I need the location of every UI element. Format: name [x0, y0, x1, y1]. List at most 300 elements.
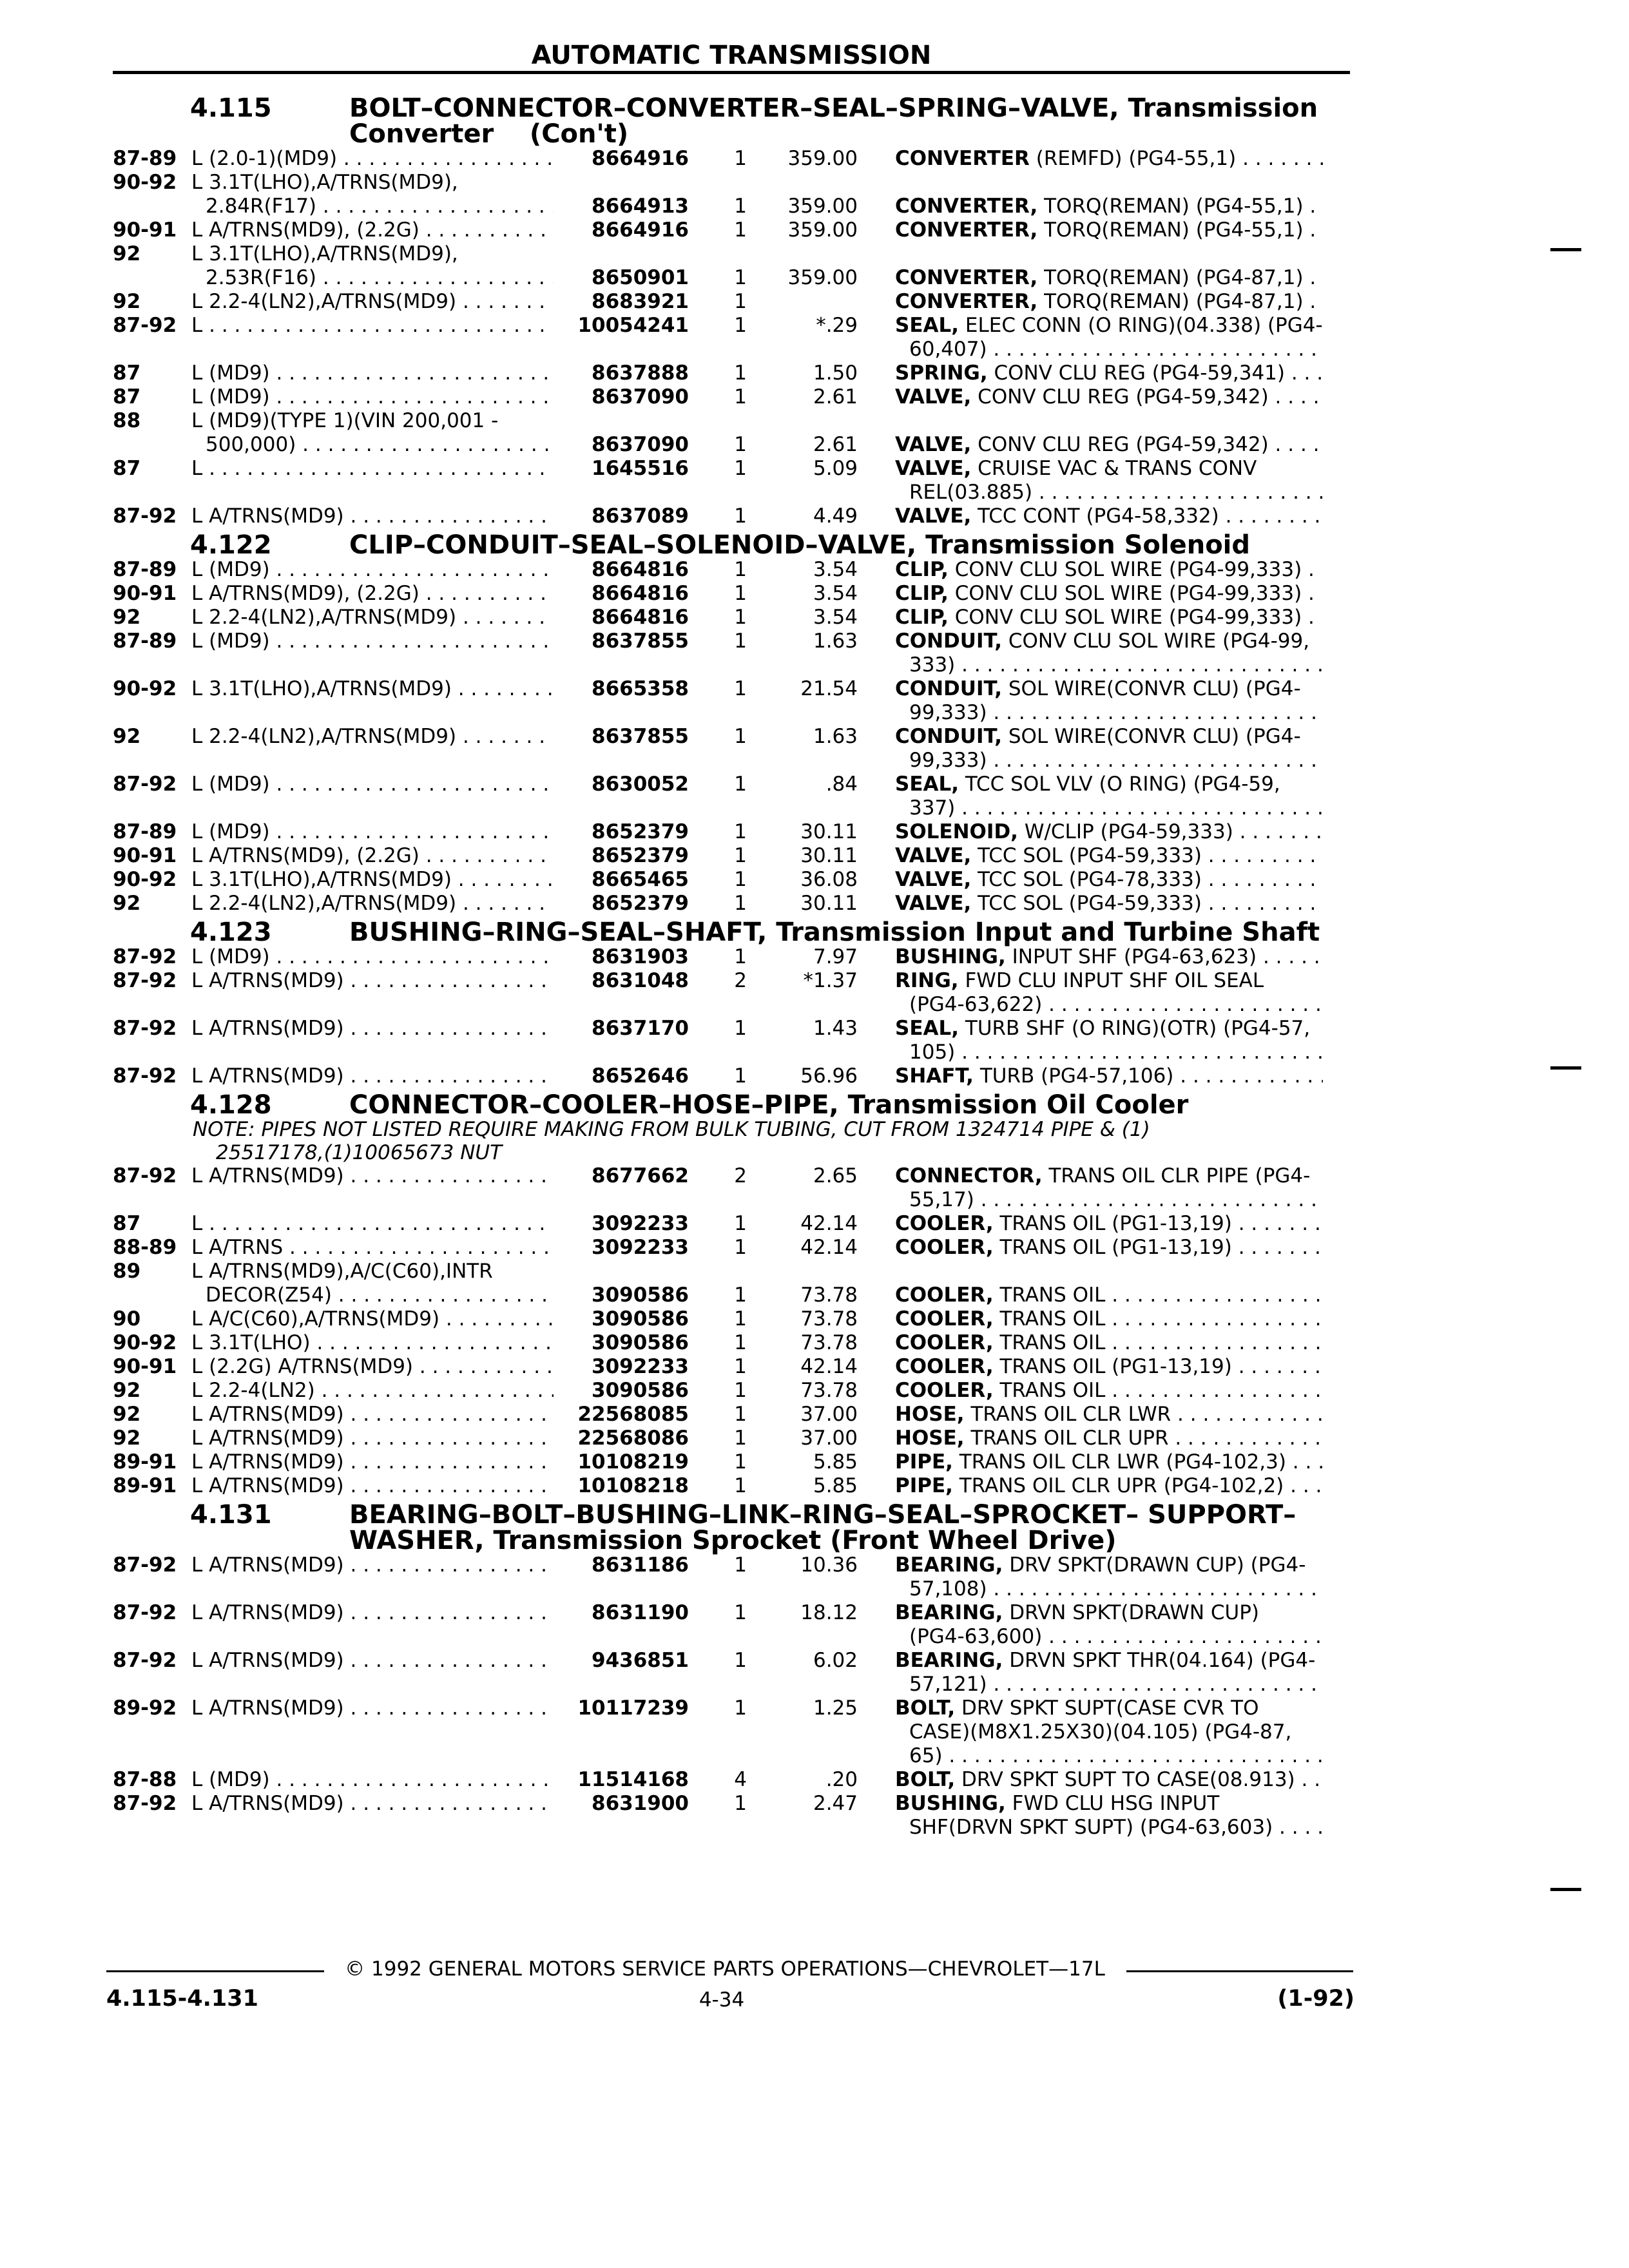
part-number: 8664816 [592, 582, 689, 605]
model-years: 87 [113, 457, 141, 480]
part-number: 1645516 [592, 457, 689, 480]
part-name-text: CONV CLU SOL WIRE (PG4-99,333) [954, 606, 1302, 629]
part-number: 8650901 [592, 266, 689, 289]
name-line [895, 1553, 1323, 1577]
part-number: 8652646 [592, 1064, 689, 1088]
desc-line: L A/TRNS(MD9) . . . [191, 1164, 554, 1188]
part-number: 8665465 [592, 868, 689, 891]
part-name-text: CONV CLU REG (PG4-59,342) [978, 433, 1269, 456]
part-number: 8652379 [592, 892, 689, 915]
part-name-text: DRV SPKT(DRAWN CUP) (PG4- [1009, 1553, 1306, 1577]
part-row [113, 1212, 1350, 1236]
note-line: 25517178,(1)10065673 NUT [216, 1141, 503, 1164]
quantity: 1 [734, 629, 747, 653]
name-line [895, 653, 1323, 677]
name-line [895, 290, 1323, 314]
price: 30.11 [800, 844, 858, 867]
model-years: 89-92 [113, 1696, 177, 1720]
part-name-text: CONV CLU SOL WIRE (PG4-99, [1008, 629, 1310, 653]
part-name-text: CONV CLU REG (PG4-59,341) [994, 361, 1285, 385]
name-line [895, 582, 1323, 606]
part-name [858, 385, 1323, 409]
part-name-keyword: BOLT, [895, 1696, 956, 1720]
price: 1.63 [813, 725, 858, 748]
part-number: 8637090 [592, 385, 689, 408]
application-desc [191, 945, 554, 969]
model-years: 88-89 [113, 1236, 177, 1259]
model-years: 89-91 [113, 1474, 177, 1497]
part-row [113, 677, 1350, 725]
price: 1.25 [813, 1696, 858, 1720]
part-row [113, 844, 1350, 868]
part-name-text: INPUT SHF (PG4-63,623) [1012, 945, 1257, 968]
part-row [113, 1064, 1350, 1088]
desc-line: L A/TRNS(MD9) . . . [191, 969, 554, 993]
name-line [895, 147, 1323, 171]
part-number: 8652379 [592, 820, 689, 843]
part-number: 9436851 [592, 1649, 689, 1672]
part-name-text: TRANS OIL CLR LWR [970, 1403, 1171, 1426]
part-number: 8631186 [592, 1553, 689, 1577]
name-line [895, 1768, 1323, 1792]
quantity: 1 [734, 195, 747, 218]
section-title-block [349, 1502, 1348, 1553]
price: 3.54 [813, 582, 858, 605]
part-name-keyword: SEAL, [895, 1017, 959, 1040]
price: 37.00 [800, 1427, 858, 1450]
part-number: 8665358 [592, 677, 689, 700]
part-row [113, 606, 1350, 629]
quantity: 1 [734, 1696, 747, 1720]
name-line [895, 385, 1323, 409]
name-line [895, 1427, 1323, 1450]
price: 73.78 [800, 1379, 858, 1402]
application-desc [191, 629, 554, 677]
part-row [113, 361, 1350, 385]
part-row [113, 1164, 1350, 1212]
part-name-text: DRVN SPKT(DRAWN CUP) [1009, 1601, 1260, 1624]
part-number: 3090586 [592, 1307, 689, 1331]
application-desc [191, 969, 554, 1017]
part-name-text: TORQ(REMAN) (PG4-55,1) [1044, 195, 1304, 218]
part-name-text: 105) [909, 1041, 956, 1064]
name-line [895, 361, 1323, 385]
desc-line: L 2.2-4(LN2),A/TRNS(MD9) . . . [191, 892, 554, 916]
name-line [895, 1792, 1323, 1816]
application-desc [191, 171, 554, 218]
model-years: 92 [113, 725, 141, 748]
price: 359.00 [787, 195, 858, 218]
application-desc [191, 558, 554, 582]
desc-line: 500,000) . . . [191, 433, 554, 457]
part-row [113, 290, 1350, 314]
part-number: 10108218 [577, 1474, 689, 1497]
section-number: 4.122 [190, 530, 272, 560]
part-name [858, 1307, 1323, 1331]
name-line [895, 1064, 1323, 1088]
part-name [858, 505, 1323, 528]
model-years: 92 [113, 290, 141, 313]
price: 30.11 [800, 820, 858, 843]
desc-line: L (2.0-1)(MD9) . . . [191, 147, 554, 171]
price: 10.36 [800, 1553, 858, 1577]
desc-line: L . . . [191, 314, 554, 338]
model-years: 90-91 [113, 582, 177, 605]
part-row [113, 1236, 1350, 1260]
quantity: 1 [734, 1017, 747, 1040]
footer-page-number: 4-34 [699, 1988, 745, 2012]
part-name [858, 1601, 1323, 1649]
part-row [113, 725, 1350, 773]
part-name-keyword: VALVE, [895, 457, 972, 480]
footer-copyright: © 1992 GENERAL MOTORS SERVICE PARTS OPERATIONS—CHEVROLET—17L [345, 1957, 1105, 1981]
part-name [858, 606, 1323, 629]
part-name-text: (REMFD) (PG4-55,1) [1036, 147, 1237, 170]
application-desc [191, 1553, 554, 1601]
name-line [895, 1649, 1323, 1673]
application-desc [191, 582, 554, 606]
model-years: 90-92 [113, 171, 177, 194]
desc-line: L (MD9) . . . [191, 558, 554, 582]
section-heading [113, 1502, 1350, 1553]
name-line [895, 1577, 1323, 1601]
application-desc [191, 1236, 554, 1260]
part-name-keyword: VALVE, [895, 868, 972, 891]
application-desc [191, 1403, 554, 1427]
price: 42.14 [800, 1236, 858, 1259]
margin-mark [1550, 248, 1581, 251]
model-years: 87-89 [113, 147, 177, 170]
part-name-keyword: RING, [895, 969, 959, 992]
part-name-text: TRANS OIL CLR UPR [970, 1427, 1169, 1450]
price: 56.96 [800, 1064, 858, 1088]
price: *.29 [816, 314, 858, 337]
quantity: 1 [734, 820, 747, 843]
quantity: 1 [734, 314, 747, 337]
price: 2.61 [813, 433, 858, 456]
part-name [858, 1553, 1323, 1601]
part-number: 10054241 [577, 314, 689, 337]
part-name [858, 1474, 1323, 1498]
model-years: 88 [113, 409, 141, 432]
price: 73.78 [800, 1307, 858, 1331]
part-name [858, 1212, 1323, 1236]
part-row [113, 1474, 1350, 1498]
part-name-keyword: PIPE, [895, 1450, 953, 1474]
part-number: 8631048 [592, 969, 689, 992]
quantity: 1 [734, 1283, 747, 1307]
part-name [858, 171, 1323, 218]
part-number: 22568085 [577, 1403, 689, 1426]
model-years: 87-92 [113, 1601, 177, 1624]
name-line [895, 505, 1323, 528]
part-name-keyword: VALVE, [895, 505, 972, 528]
section-title-block [349, 95, 1348, 147]
part-row [113, 820, 1350, 844]
desc-line: L 2.2-4(LN2),A/TRNS(MD9) . . . [191, 725, 554, 749]
part-name-text: TRANS OIL (PG1-13,19) [999, 1236, 1232, 1259]
desc-line: L A/TRNS(MD9) . . . [191, 1553, 554, 1577]
section-title-note: (Con't) [529, 119, 629, 149]
model-years: 87-89 [113, 629, 177, 653]
part-name [858, 1379, 1323, 1403]
part-name [858, 1696, 1323, 1768]
part-name-text: TURB SHF (O RING)(OTR) (PG4-57, [965, 1017, 1311, 1040]
section-number: 4.131 [190, 1500, 272, 1530]
part-row [113, 1792, 1350, 1840]
part-name [858, 1064, 1323, 1088]
model-years: 90-91 [113, 218, 177, 242]
part-row [113, 868, 1350, 892]
model-years: 90-91 [113, 1355, 177, 1378]
section-title-rest: Transmission Converter [349, 93, 1318, 149]
section-title-block [349, 919, 1348, 945]
quantity: 1 [734, 773, 747, 796]
desc-line: L 2.2-4(LN2) . . . [191, 1379, 554, 1403]
desc-line: L 3.1T(LHO),A/TRNS(MD9) . . . [191, 868, 554, 892]
part-name [858, 457, 1323, 505]
part-name-text: TRANS OIL CLR PIPE (PG4- [1048, 1164, 1311, 1187]
part-name-text: TCC CONT (PG4-58,332) [978, 505, 1219, 528]
model-years: 87-92 [113, 969, 177, 992]
quantity: 1 [734, 844, 747, 867]
quantity: 1 [734, 582, 747, 605]
desc-line: L A/TRNS(MD9) . . . [191, 1696, 554, 1720]
part-name-keyword: CLIP, [895, 558, 949, 581]
part-name-text: CONV CLU REG (PG4-59,342) [978, 385, 1269, 408]
price: 3.54 [813, 558, 858, 581]
part-name-keyword: SEAL, [895, 773, 959, 796]
desc-line: L (MD9) . . . [191, 629, 554, 653]
name-line [895, 457, 1323, 481]
section-heading [113, 532, 1350, 558]
part-number: 8664816 [592, 606, 689, 629]
price: 37.00 [800, 1403, 858, 1426]
quantity: 1 [734, 505, 747, 528]
part-name [858, 1792, 1323, 1840]
model-years: 92 [113, 892, 141, 915]
model-years: 87-92 [113, 1064, 177, 1088]
quantity: 1 [734, 361, 747, 385]
quantity: 1 [734, 385, 747, 408]
section-title: BEARING–BOLT–BUSHING–LINK–RING–SEAL–SPROCKET– [349, 1500, 1139, 1530]
desc-line: L A/TRNS(MD9) . . . [191, 1403, 554, 1427]
part-number: 8637089 [592, 505, 689, 528]
application-desc [191, 1696, 554, 1768]
application-desc [191, 1212, 554, 1236]
part-number: 8637855 [592, 725, 689, 748]
note-line: NOTE: PIPES NOT LISTED REQUIRE MAKING FROM BULK TUBING, CUT FROM 1324714 PIPE & (1) [193, 1118, 1150, 1141]
part-number: 10108219 [577, 1450, 689, 1474]
model-years: 92 [113, 1427, 141, 1450]
application-desc [191, 773, 554, 820]
part-name-keyword: BUSHING, [895, 945, 1006, 968]
application-desc [191, 361, 554, 385]
name-line [895, 1744, 1323, 1768]
model-years: 87-92 [113, 1649, 177, 1672]
quantity: 1 [734, 892, 747, 915]
part-row [113, 1427, 1350, 1450]
part-name-keyword: COOLER, [895, 1307, 994, 1331]
desc-line: L A/TRNS . . . [191, 1236, 554, 1260]
quantity: 1 [734, 1403, 747, 1426]
price: 73.78 [800, 1283, 858, 1307]
part-name-text: (PG4-63,622) [909, 993, 1043, 1016]
part-name-text: FWD CLU INPUT SHF OIL SEAL [965, 969, 1264, 992]
part-name [858, 1403, 1323, 1427]
part-name-keyword: COOLER, [895, 1379, 994, 1402]
part-name-keyword: BEARING, [895, 1553, 1003, 1577]
name-line [895, 266, 1323, 290]
quantity: 1 [734, 606, 747, 629]
name-line [895, 1601, 1323, 1625]
name-line [895, 892, 1323, 916]
name-line [895, 629, 1323, 653]
section-heading [113, 1092, 1350, 1118]
model-years: 92 [113, 1379, 141, 1402]
model-years: 87-89 [113, 820, 177, 843]
part-row [113, 945, 1350, 969]
part-name-text: REL(03.885) [909, 481, 1033, 504]
part-name [858, 558, 1323, 582]
name-line [895, 969, 1323, 993]
price: 73.78 [800, 1331, 858, 1354]
part-row [113, 218, 1350, 242]
part-name-text: TRANS OIL CLR LWR (PG4-102,3) [959, 1450, 1286, 1474]
part-row [113, 385, 1350, 409]
part-name [858, 1427, 1323, 1450]
name-line [895, 314, 1323, 338]
part-row [113, 773, 1350, 820]
part-name [858, 242, 1323, 290]
part-row [113, 171, 1350, 218]
name-line [895, 1307, 1323, 1331]
part-number: 22568086 [577, 1427, 689, 1450]
application-desc [191, 409, 554, 457]
part-name-text: 57,121) [909, 1673, 987, 1696]
part-name-text: CASE)(M8X1.25X30)(04.105) (PG4-87, [909, 1720, 1292, 1744]
part-name-text: TORQ(REMAN) (PG4-87,1) [1044, 290, 1304, 313]
quantity: 1 [734, 1379, 747, 1402]
part-number: 8637888 [592, 361, 689, 385]
application-desc [191, 290, 554, 314]
quantity: 1 [734, 1553, 747, 1577]
part-name [858, 868, 1323, 892]
quantity: 1 [734, 1355, 747, 1378]
header-rule [113, 71, 1350, 74]
name-line [895, 993, 1323, 1017]
model-years: 92 [113, 606, 141, 629]
price: 21.54 [800, 677, 858, 700]
model-years: 90-92 [113, 677, 177, 700]
part-name [858, 677, 1323, 725]
desc-line: L 3.1T(LHO),A/TRNS(MD9), [191, 242, 458, 265]
price: 30.11 [800, 892, 858, 915]
name-line [895, 606, 1323, 629]
price: 7.97 [813, 945, 858, 968]
application-desc [191, 1064, 554, 1088]
part-name [858, 725, 1323, 773]
part-name [858, 945, 1323, 969]
desc-line: L (MD9)(TYPE 1)(VIN 200,001 - [191, 409, 499, 432]
application-desc [191, 820, 554, 844]
part-row [113, 1696, 1350, 1768]
name-line [895, 725, 1323, 749]
desc-line: L A/TRNS(MD9) . . . [191, 1064, 554, 1088]
model-years: 87 [113, 1212, 141, 1235]
part-row [113, 629, 1350, 677]
model-years: 89-91 [113, 1450, 177, 1474]
quantity: 1 [734, 1331, 747, 1354]
application-desc [191, 725, 554, 773]
application-desc [191, 505, 554, 528]
part-name-text: TCC SOL (PG4-78,333) [978, 868, 1202, 891]
quantity: 1 [734, 868, 747, 891]
name-line [895, 773, 1323, 796]
name-line [895, 868, 1323, 892]
quantity: 1 [734, 147, 747, 170]
name-line [895, 481, 1323, 505]
application-desc [191, 1601, 554, 1649]
part-name-keyword: COOLER, [895, 1355, 994, 1378]
price: .20 [825, 1768, 858, 1791]
quantity: 1 [734, 218, 747, 242]
application-desc [191, 1307, 554, 1331]
application-desc [191, 892, 554, 916]
desc-line: L (2.2G) A/TRNS(MD9) . . . [191, 1355, 554, 1379]
desc-line: L A/TRNS(MD9) . . . [191, 1017, 554, 1041]
part-number: 3090586 [592, 1283, 689, 1307]
price: 5.85 [813, 1474, 858, 1497]
model-years: 92 [113, 242, 141, 265]
name-line [895, 1188, 1323, 1212]
part-name [858, 582, 1323, 606]
application-desc [191, 1379, 554, 1403]
part-row [113, 558, 1350, 582]
name-line [895, 1041, 1323, 1064]
part-number: 8664913 [592, 195, 689, 218]
name-line [895, 1816, 1323, 1840]
part-name-keyword: COOLER, [895, 1212, 994, 1235]
part-name-text: TORQ(REMAN) (PG4-87,1) [1044, 266, 1304, 289]
section-title-rest: SUPPORT–WASHER, Transmission Sprocket (Front Wheel Drive) [349, 1500, 1296, 1555]
desc-line: L A/TRNS(MD9), (2.2G) . . . [191, 844, 554, 868]
part-name [858, 147, 1323, 171]
part-name-keyword: BOLT, [895, 1768, 956, 1791]
desc-line: L A/TRNS(MD9) . . . [191, 1649, 554, 1673]
part-number: 8631900 [592, 1792, 689, 1815]
part-name-text: FWD CLU HSG INPUT [1012, 1792, 1220, 1815]
part-name [858, 629, 1323, 677]
quantity: 1 [734, 945, 747, 968]
desc-line: L (MD9) . . . [191, 1768, 554, 1792]
part-name-text: TORQ(REMAN) (PG4-55,1) [1044, 218, 1304, 242]
part-name-keyword: VALVE, [895, 844, 972, 867]
part-name-text: DRV SPKT SUPT TO CASE(08.913) [961, 1768, 1295, 1791]
part-row [113, 1307, 1350, 1331]
model-years: 87-92 [113, 1792, 177, 1815]
price: 2.47 [813, 1792, 858, 1815]
name-line [895, 1673, 1323, 1696]
name-line [895, 844, 1323, 868]
model-years: 90-92 [113, 868, 177, 891]
part-number: 8677662 [592, 1164, 689, 1187]
part-number: 8664816 [592, 558, 689, 581]
price: 42.14 [800, 1212, 858, 1235]
quantity: 1 [734, 1212, 747, 1235]
application-desc [191, 1649, 554, 1696]
footer-date: (1-92) [1277, 1986, 1354, 2012]
